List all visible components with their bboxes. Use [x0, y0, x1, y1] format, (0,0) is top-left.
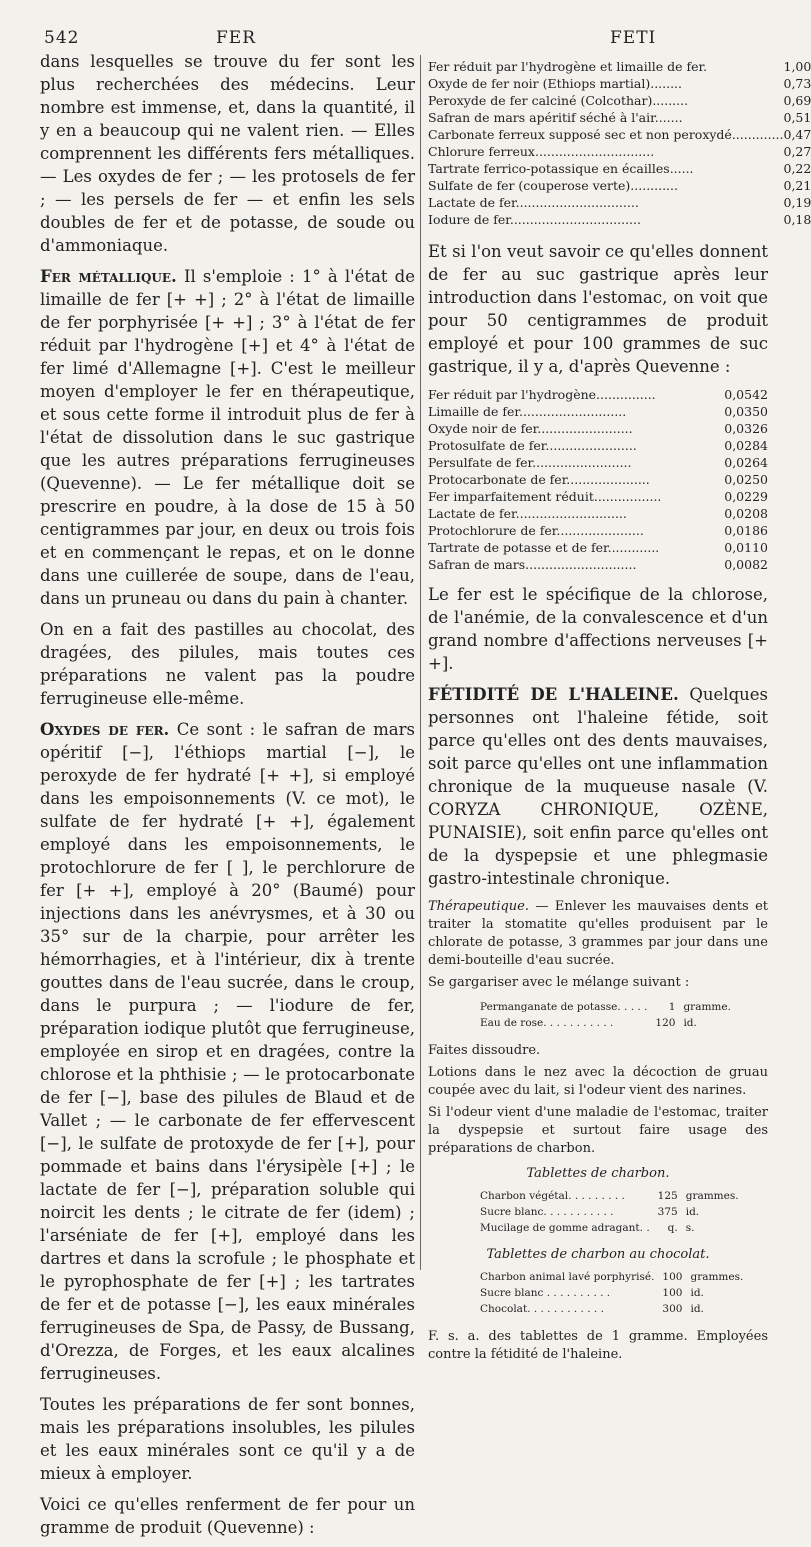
- row-label: Peroxyde de fer calciné (Colcothar).........: [428, 92, 784, 109]
- recipe-row: [480, 1286, 743, 1300]
- final-text: F. s. a. des tablettes de 1 gramme. Employées contre la fétidité de l'haleine.: [428, 1328, 768, 1364]
- si-odeur-text: Si l'odeur vient d'une maladie de l'estomac, traiter la dyspepsie et surtout faire usage des préparations de charbon.: [428, 1104, 768, 1158]
- row-value: 0,19: [784, 194, 811, 211]
- table-row: [428, 211, 811, 228]
- recipe-qty: 100: [656, 1286, 682, 1300]
- recipe-row: [480, 1221, 739, 1235]
- gastric-iron-table: [428, 386, 768, 573]
- row-label: Iodure de fer.................................: [428, 211, 784, 228]
- table-row: [428, 386, 768, 403]
- table-row: [428, 194, 811, 211]
- recipe-qty: 375: [652, 1205, 678, 1219]
- row-label: Fer réduit par l'hydrogène...............: [428, 386, 724, 403]
- le-fer-paragraph: Le fer est le spécifique de la chlorose, de l'anémie, de la convalescence et d'un grand nombre d'affections nerveuses [+ +].: [428, 583, 768, 675]
- row-label: Carbonate ferreux supposé sec et non peroxydé.............: [428, 126, 784, 143]
- table-row: [428, 160, 811, 177]
- recipe-row: [480, 1189, 739, 1203]
- row-value: 0,0186: [724, 522, 768, 539]
- row-label: Oxyde noir de fer........................: [428, 420, 724, 437]
- row-value: 0,69: [784, 92, 811, 109]
- therapeutique-text: — Enlever les mauvaises dents et traiter la stomatite qu'elles produisent par le chlorate de potasse, 3 grammes par jour dans une demi-bouteille d'eau sucrée.: [428, 899, 768, 968]
- column-divider: [420, 55, 421, 1270]
- row-value: 0,0284: [724, 437, 768, 454]
- table-row: [428, 488, 768, 505]
- row-label: Limaille de fer...........................: [428, 403, 724, 420]
- recipe-tablettes-chocolat: [478, 1268, 745, 1318]
- pastilles-paragraph: On en a fait des pastilles au chocolat, des dragées, des pilules, mais toutes ces préparations ne valent pas la poudre ferrugineuse elle-même.: [40, 618, 415, 710]
- fer-metallique-paragraph: [40, 265, 415, 610]
- row-value: 0,21: [784, 177, 811, 194]
- row-value: 0,0264: [724, 454, 768, 471]
- table-row: [428, 522, 768, 539]
- row-label: Safran de mars............................: [428, 556, 724, 573]
- recipe-item: Eau de rose. . . . . . . . . . .: [480, 1016, 647, 1030]
- table-row: [428, 420, 768, 437]
- fetidite-paragraph: [428, 683, 768, 890]
- table-row: [428, 437, 768, 454]
- recipe-qty: 100: [656, 1270, 682, 1284]
- gargariser-text: Se gargariser avec le mélange suivant :: [428, 974, 768, 992]
- row-value: 0,18: [784, 211, 811, 228]
- oxydes-text: Ce sont : le safran de mars opéritif [−], l'éthiops martial [−], le peroxyde de fer hydraté [+ +], si employé dans les empoisonnements (V. ce mot), le sulfate de fer hydraté [+ +], également employé dans les empoisonnements, le protochlorure de fer [ ], le perchlorure de fer [+ +], employé à 20° (Baumé) pour injections dans les anévrysmes, et à 30 ou 35° sur de la charpie, pour arrêter les hémorrhagies, et à l'intérieur, dix à trente gouttes dans de l'eau sucrée, dans le croup, dans le purpura ; — l'iodure de fer, préparation iodique plutôt que ferrugineuse, employée en sirop et en dragées, contre la chlorose et la phthisie ; — le protocarbonate de fer [−], base des pilules de Blaud et de Vallet ; — le carbonate de fer effervescent [−], le sulfate de protoxyde de fer [+], pour pommade et bains dans l'érysipèle [+] ; le lactate de fer [−], préparation soluble qui noircit les dents ; le citrate de fer (idem) ; l'arséniate de fer [+], employé dans les dartres et dans la scrofule ; le phosphate et le pyrophosphate de fer [+] ; les tartrates de fer et de potasse [−], les eaux minérales ferrugineuses de Spa, de Passy, de Bussang, d'Orezza, de Forges, et les eaux alcalines ferrugineuses.: [40, 720, 415, 1383]
- row-value: 0,47: [784, 126, 811, 143]
- recipe-gargarisme: [478, 998, 733, 1032]
- tablettes-chocolat-title: Tablettes de charbon au chocolat.: [428, 1247, 768, 1262]
- recipe-row: [480, 1270, 743, 1284]
- recipe-unit: id.: [684, 1302, 743, 1316]
- row-label: Protochlorure de fer......................: [428, 522, 724, 539]
- row-label: Lactate de fer...............................: [428, 194, 784, 211]
- right-column: [428, 58, 768, 1368]
- therapeutique-label: Thérapeutique.: [428, 899, 529, 914]
- recipe-item: Charbon animal lavé porphyrisé.: [480, 1270, 654, 1284]
- row-value: 0,0110: [724, 539, 768, 556]
- row-value: 0,22: [784, 160, 811, 177]
- oxydes-paragraph: [40, 718, 415, 1385]
- recipe-qty: 125: [652, 1189, 678, 1203]
- recipe-unit: id.: [680, 1205, 739, 1219]
- table-row: [428, 471, 768, 488]
- voici-paragraph: Voici ce qu'elles renferment de fer pour un gramme de produit (Quevenne) :: [40, 1493, 415, 1539]
- table-row: [428, 75, 811, 92]
- table-row: [428, 143, 811, 160]
- oxydes-heading: Oxydes de fer.: [40, 720, 169, 739]
- table-row: [428, 403, 768, 420]
- table-row: [428, 109, 811, 126]
- intro-paragraph: dans lesquelles se trouve du fer sont les plus recherchées des médecins. Leur nombre est immense, et, dans la quantité, il y en a beaucoup qui ne valent rien. — Elles comprennent les différents fers métalliques. — Les oxydes de fer ; — les protosels de fer ; — les persels de fer — et enfin les sels doubles de fer et de potasse, de soude ou d'ammoniaque.: [40, 50, 415, 257]
- recipe-item: Sucre blanc . . . . . . . . . .: [480, 1286, 654, 1300]
- running-title-right: FETI: [610, 28, 656, 48]
- recipe-row: [480, 1000, 731, 1014]
- recipe-item: Permanganate de potasse. . . . .: [480, 1000, 647, 1014]
- recipe-unit: grammes.: [684, 1270, 743, 1284]
- row-value: 0,0350: [724, 403, 768, 420]
- recipe-item: Sucre blanc. . . . . . . . . . .: [480, 1205, 650, 1219]
- recipe-item: Mucilage de gomme adragant. .: [480, 1221, 650, 1235]
- fer-metallique-text: Il s'emploie : 1° à l'état de limaille de fer [+ +] ; 2° à l'état de limaille de fer porphyrisée [+ +] ; 3° à l'état de fer réduit par l'hydrogène [+] et 4° à l'état de fer limé d'Allemagne [+]. C'est le meilleur moyen d'employer le fer en thérapeutique, et sous cette forme il introduit plus de fer à l'état de dissolution dans le suc gastrique que les autres préparations ferrugineuses (Quevenne). — Le fer métallique doit se prescrire en poudre, à la dose de 15 à 50 centigrammes par jour, en deux ou trois fois et en commençant le repas, et on le donne dans une cuillerée de soupe, dans de l'eau, dans un pruneau ou dans du pain à chanter.: [40, 267, 415, 608]
- row-label: Sulfate de fer (couperose verte)............: [428, 177, 784, 194]
- running-title-left: FER: [216, 28, 256, 48]
- fetidite-heading: FÉTIDITÉ DE L'HALEINE.: [428, 685, 679, 704]
- row-label: Lactate de fer............................: [428, 505, 724, 522]
- recipe-qty: q.: [652, 1221, 678, 1235]
- recipe-row: [480, 1205, 739, 1219]
- fetidite-text: Quelques personnes ont l'haleine fétide, soit parce qu'elles ont des dents mauvaises, soit parce qu'elles ont une inflammation chronique de la muqueuse nasale (V. CORYZA CHRONIQUE, OZÈNE, PUNAISIE), soit enfin parce qu'elles ont de la dyspepsie et une phlegmasie gastro-intestinale chronique.: [428, 685, 768, 888]
- recipe-tablettes: [478, 1187, 741, 1237]
- page-number: 542: [44, 28, 79, 48]
- row-label: Protosulfate de fer.......................: [428, 437, 724, 454]
- toutes-paragraph: Toutes les préparations de fer sont bonnes, mais les préparations insolubles, les pilules et les eaux minérales sont ce qu'il y a de mieux à employer.: [40, 1393, 415, 1485]
- recipe-unit: gramme.: [677, 1000, 730, 1014]
- recipe-qty: 1: [649, 1000, 675, 1014]
- row-value: 0,27: [784, 143, 811, 160]
- recipe-unit: id.: [684, 1286, 743, 1300]
- table-row: [428, 177, 811, 194]
- row-value: 0,0326: [724, 420, 768, 437]
- recipe-unit: grammes.: [680, 1189, 739, 1203]
- table-row: [428, 454, 768, 471]
- therapeutique-paragraph: [428, 898, 768, 970]
- row-value: 1,00: [784, 58, 811, 75]
- left-column: [40, 50, 415, 1547]
- recipe-item: Chocolat. . . . . . . . . . . .: [480, 1302, 654, 1316]
- recipe-unit: s.: [680, 1221, 739, 1235]
- table-row: [428, 58, 811, 75]
- recipe-qty: 120: [649, 1016, 675, 1030]
- row-value: 0,51: [784, 109, 811, 126]
- row-value: 0,73: [784, 75, 811, 92]
- row-label: Fer réduit par l'hydrogène et limaille de fer.: [428, 58, 784, 75]
- recipe-row: [480, 1302, 743, 1316]
- table-row: [428, 539, 768, 556]
- row-value: 0,0208: [724, 505, 768, 522]
- row-value: 0,0082: [724, 556, 768, 573]
- row-label: Oxyde de fer noir (Ethiops martial)........: [428, 75, 784, 92]
- row-value: 0,0250: [724, 471, 768, 488]
- row-value: 0,0229: [724, 488, 768, 505]
- row-label: Protocarbonate de fer.....................: [428, 471, 724, 488]
- table-row: [428, 92, 811, 109]
- iron-content-table: [428, 58, 811, 228]
- row-value: 0,0542: [724, 386, 768, 403]
- table-row: [428, 126, 811, 143]
- lotions-text: Lotions dans le nez avec la décoction de gruau coupée avec du lait, si l'odeur vient des narines.: [428, 1064, 768, 1100]
- row-label: Safran de mars apéritif séché à l'air.......: [428, 109, 784, 126]
- row-label: Chlorure ferreux..............................: [428, 143, 784, 160]
- row-label: Fer imparfaitement réduit.................: [428, 488, 724, 505]
- row-label: Tartrate de potasse et de fer.............: [428, 539, 724, 556]
- recipe-unit: id.: [677, 1016, 730, 1030]
- faites-dissoudre: Faites dissoudre.: [428, 1042, 768, 1060]
- tablettes-title: Tablettes de charbon.: [428, 1166, 768, 1181]
- fer-metallique-heading: Fer métallique.: [40, 267, 177, 286]
- table-row: [428, 505, 768, 522]
- et-si-paragraph: Et si l'on veut savoir ce qu'elles donnent de fer au suc gastrique après leur introduction dans l'estomac, on voit que pour 50 centigrammes de produit employé et pour 100 grammes de suc gastrique, il y a, d'après Quevenne :: [428, 240, 768, 378]
- row-label: Persulfate de fer.........................: [428, 454, 724, 471]
- recipe-item: Charbon végétal. . . . . . . . .: [480, 1189, 650, 1203]
- row-label: Tartrate ferrico-potassique en écailles......: [428, 160, 784, 177]
- recipe-qty: 300: [656, 1302, 682, 1316]
- recipe-row: [480, 1016, 731, 1030]
- table-row: [428, 556, 768, 573]
